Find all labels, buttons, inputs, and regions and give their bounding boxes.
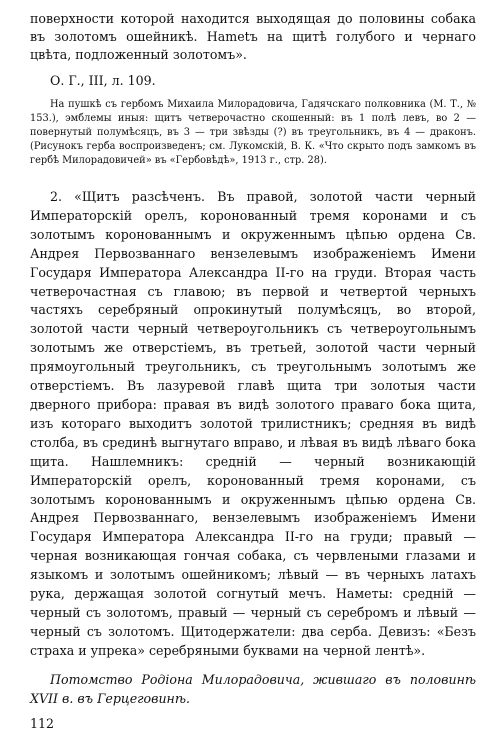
source-reference: О. Г., III, л. 109.: [50, 73, 156, 88]
coat-of-arms-description: 2. «Щитъ разсѣченъ. Въ правой, золотой части черный Императорскій орелъ, коронованный тремя коронами и съ золотымъ коронованнымъ и окруженнымъ цѣпью ордена Св. Андрея Первозваннаго вензелевымъ изображеніемъ Имени Государя Императора Александра II-го на груди. Вторая часть четверочастная съ главою; въ первой и четвертой черныхъ частяхъ серебряный опрокинутый полумѣсяцъ, во второй, золотой части черный четвероугольникъ съ четвероугольнымъ золотымъ же отверстіемъ, въ третьей, золотой части черный прямоугольный треугольникъ, съ треугольнымъ золотымъ же отверстіемъ. Въ лазуревой главѣ щита три золотыя части дверного прибора: правая въ видѣ золотого праваго бока щита, изъ котораго выходитъ золотой трилистникъ; средняя въ видѣ столба, въ срединѣ выгнутаго вправо, и лѣвая въ видѣ лѣваго бока щита. Нашлемникъ: средній — черный возникающій Императорскій орелъ, коронованный тремя коронами, съ золотымъ коронованнымъ и окруженнымъ цѣпью ордена Св. Андрея Первозваннаго, вензелевымъ изображеніемъ Имени Государя Императора Александра II-го на груди; правый — черная возникающая гончая собака, съ червлеными глазами и языкомъ и золотымъ ошейникомъ; лѣвый — въ черныхъ латахъ рука, держащая золотой согнутый мечъ. Наметы: средній — черный съ золотомъ, правый — черный съ серебромъ и лѣвый — черный съ золотомъ. Щитодержатели: два серба. Девизъ: «Безъ страха и упрека» серебряными буквами на черной лентѣ».: [30, 189, 476, 658]
document-page: [30, 10, 476, 708]
page-number: 112: [30, 716, 55, 731]
closing-note: Потомство Родіона Милорадовича, жившаго въ половинѣ XVII в. въ Герцеговинѣ.: [30, 671, 476, 706]
footnote-paragraph: На пушкѣ съ гербомъ Михаила Милорадовича, Гадячскаго полковника (М. Т., № 153.), эмблемы иныя: щитъ четверочастно скошенный: въ 1 полѣ левъ, во 2 — повернутый полумѣсяцъ, въ 3 — три звѣзды (?) въ треугольникъ, въ 4 — драконъ. (Рисунокъ герба воспроизведенъ; см. Лукомскій, В. К. «Что скрыто подъ замкомъ въ гербѣ Милорадовичей» въ «Гербовѣдѣ», 1913 г., стр. 28).: [30, 99, 476, 166]
intro-paragraph: поверхности которой находится выходящая до половины собака въ золотомъ ошейникѣ. Нametъ на щитѣ голубого и чернаго цвѣта, подложенный золотомъ».: [30, 11, 476, 62]
